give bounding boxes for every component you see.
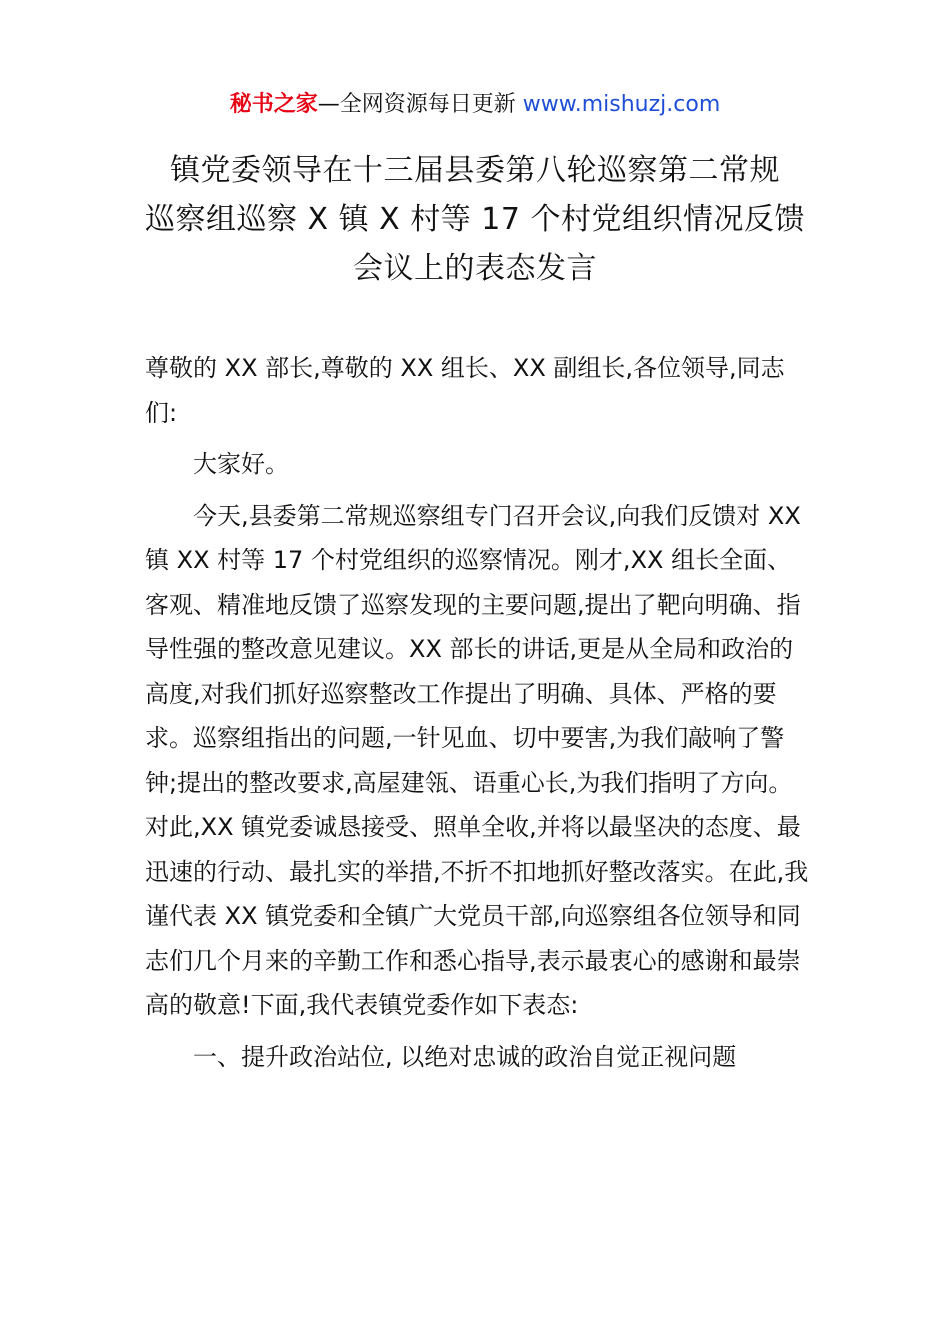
paragraph-1: 今天,县委第二常规巡察组专门召开会议,向我们反馈对 XX 镇 XX 村等 17 个村党组织的巡察情况。刚才,XX 组长全面、客观、精准地反馈了巡察发现的主要问题,提出了靶向明确、指导性强的整改意见建议。XX 部长的讲话,更是从全局和政治的高度,对我们抓好巡察整改工作提出了明确、具体、严格的要求。巡察组指出的问题,一针见血、切中要害,为我们敲响了警钟;提出的整改要求,高屋建瓴、语重心长,为我们指明了方向。对此,XX 镇党委诚恳接受、照单全收,并将以最坚决的态度、最迅速的行动、最扎实的举措,不折不扣地抓好整改落实。在此,我谨代表 XX 镇党委和全镇广大党员干部,向巡察组各位领导和同志们几个月来的辛勤工作和悉心指导,表示最衷心的感谢和最崇高的敬意!下面,我代表镇党委作如下表态:	[145, 501, 809, 1019]
greeting: 大家好。	[193, 450, 289, 478]
site-slogan: —全网资源每日更新	[317, 92, 523, 117]
salutation: 尊敬的 XX 部长,尊敬的 XX 组长、XX 副组长,各位领导,同志们:	[145, 354, 785, 427]
document-title	[120, 146, 830, 293]
section-heading-1: 一、提升政治站位, 以绝对忠诚的政治自觉正视问题	[193, 1042, 737, 1071]
site-header	[0, 88, 950, 122]
title-line-1: 镇党委领导在十三届县委第八轮巡察第二常规	[170, 153, 780, 188]
title-line-3: 会议上的表态发言	[353, 251, 597, 286]
title-line-2: 巡察组巡察 X 镇 X 村等 17 个村党组织情况反馈	[145, 202, 805, 237]
brand-name: 秘书之家	[229, 92, 318, 117]
document-body	[145, 346, 810, 1086]
site-url-link[interactable]: www.mishuzj.com	[522, 92, 721, 117]
